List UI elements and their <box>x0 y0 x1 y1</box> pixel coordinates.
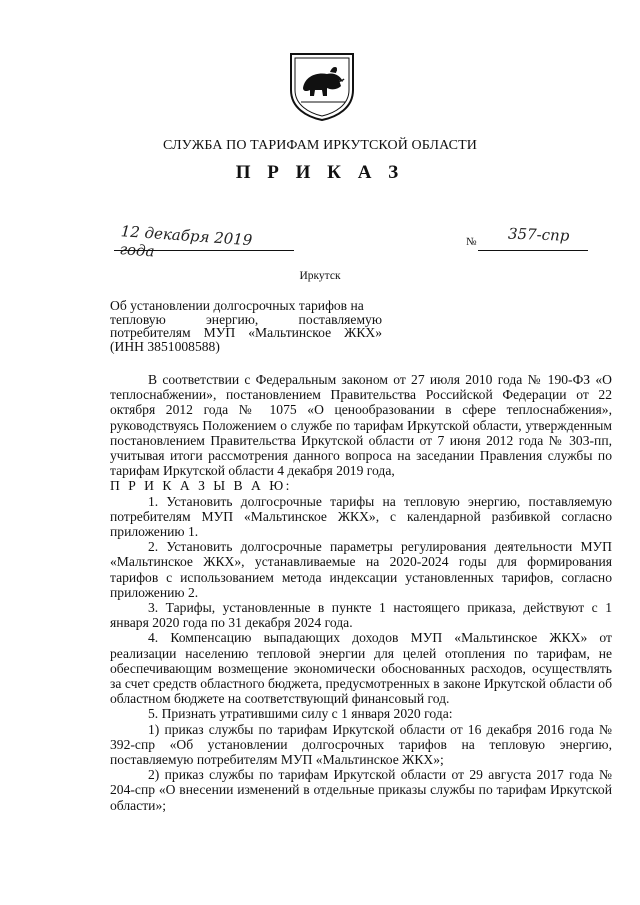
agency-name: СЛУЖБА ПО ТАРИФАМ ИРКУТСКОЙ ОБЛАСТИ <box>163 138 477 153</box>
handwritten-number: 357-спр <box>507 224 570 245</box>
date-underline <box>114 250 294 251</box>
order-subitem: 1) приказ службы по тарифам Иркутской области от 16 декабря 2016 года № 392-спр «Об установлении долгосрочных тарифов на тепловую энергию, поставляемую потребителям МУП «Мальтинское ЖКХ»; <box>110 721 612 768</box>
city-name: Иркутск <box>299 270 341 282</box>
order-item: 1. Установить долгосрочные тарифы на тепловую энергию, поставляемую потребителям МУП «Мальтинское ЖКХ», с календарной разбивкой согласно приложению 1. <box>110 493 612 540</box>
decree-word: П Р И К А З Ы В А Ю: <box>110 478 292 494</box>
order-item: 5. Признать утратившими силу с 1 января 2020 года: <box>148 706 453 722</box>
number-underline <box>478 250 588 251</box>
order-subitem: 2) приказ службы по тарифам Иркутской области от 29 августа 2017 года № 204-спр «О внесении изменений в отдельные приказы службы по тарифам Иркутской области»; <box>110 767 612 813</box>
handwritten-date: 12 декабря 2019 года <box>118 222 253 261</box>
order-item: 2. Установить долгосрочные параметры регулирования деятельности МУП «Мальтинское ЖКХ», устанавливаемые на 2020-2024 годы для формирования тарифов с использованием метода индексации установленных тарифов, согласно приложению 2. <box>110 539 612 600</box>
order-item: 3. Тарифы, установленные в пункте 1 настоящего приказа, действуют с 1 января 2020 года по 31 декабря 2024 года. <box>110 600 612 631</box>
order-subject <box>110 299 382 353</box>
number-label: № <box>466 236 477 248</box>
order-body <box>110 372 612 813</box>
subject-line: (ИНН 3851008588) <box>110 338 220 354</box>
document-type: П Р И К А З <box>235 162 405 183</box>
subject-line: Об установлении долгосрочных тарифов на <box>110 298 364 313</box>
order-item: 4. Компенсацию выпадающих доходов МУП «Мальтинское ЖКХ» от реализации населению тепловой энергии для целей отопления по тарифам, не обеспечивающим возмещение экономически обоснованных расходов, осуществлять за счет средств областного бюджета, предусмотренных в законе Иркутской области об областном бюджете на соответствующий финансовый год. <box>110 630 612 707</box>
preamble-paragraph: В соответствии с Федеральным законом от 27 июля 2010 года № 190-ФЗ «О теплоснабжении», постановлением Правительства Российской Федерации от 22 октября 2012 года № 1075 «О ценообразовании в сфере теплоснабжения», руководствуясь Положением о службе по тарифам Иркутской области, утвержденным постановлением Правительства Иркутской области от 7 июня 2012 года № 303-пп, учитывая итоги рассмотрения данного вопроса на заседании Правления службы по тарифам Иркутской области 4 декабря 2019 года, <box>110 372 612 479</box>
subject-line: потребителям МУП «Мальтинское ЖКХ» <box>110 325 382 340</box>
coat-of-arms-icon <box>287 50 357 122</box>
subject-line: тепловую энергию, поставляемую <box>110 311 382 327</box>
